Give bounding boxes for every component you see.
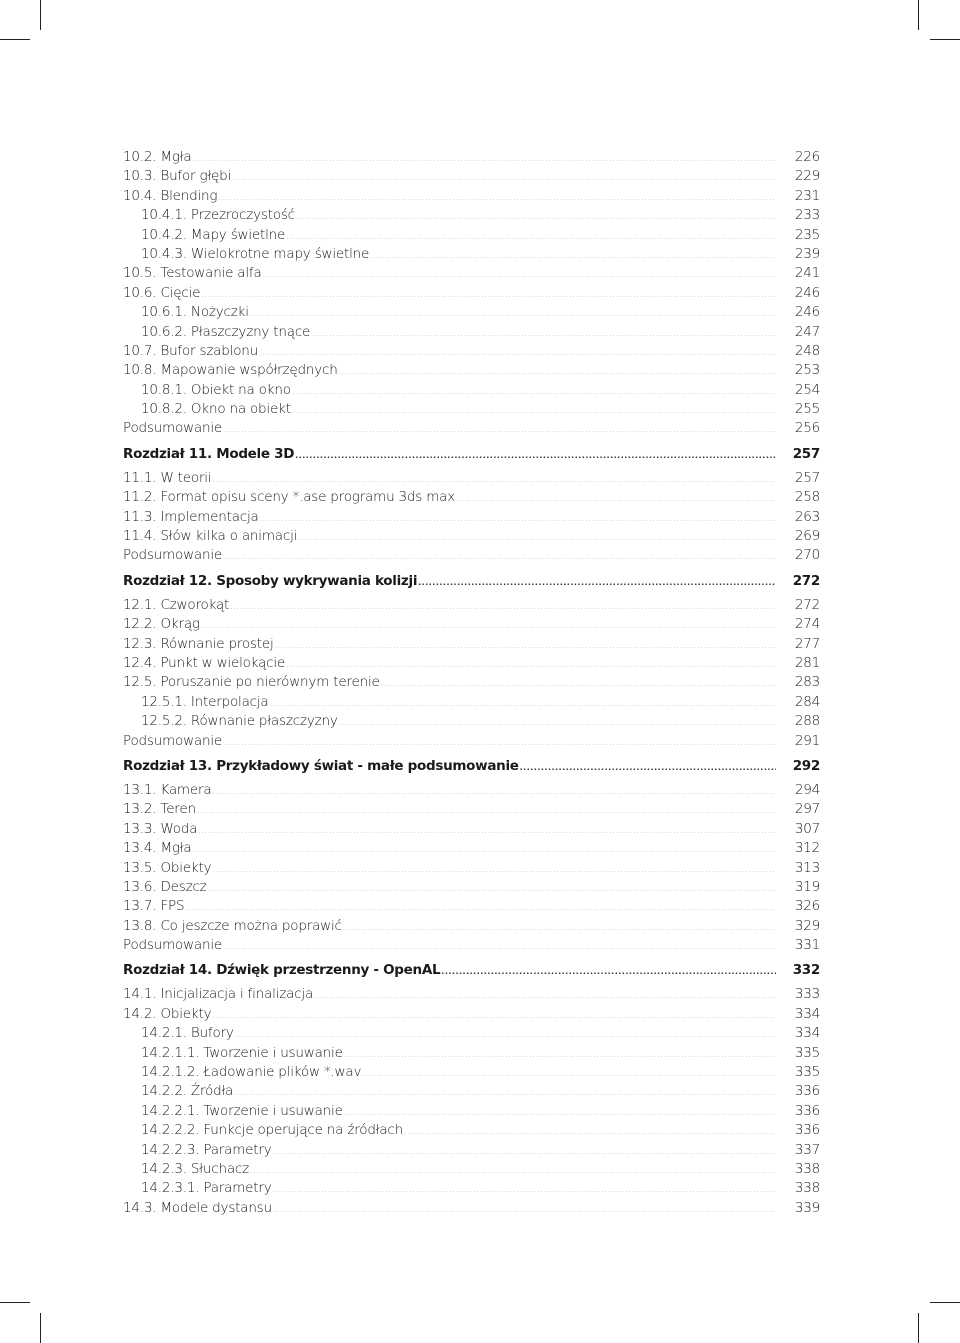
dot-leader — [235, 1025, 776, 1044]
toc-entry-label: 10.4. Blending — [123, 187, 218, 204]
toc-entry[interactable] — [123, 400, 820, 419]
toc-entry-page-number: 258 — [794, 489, 820, 506]
dot-leader — [193, 149, 777, 168]
toc-entry-page-number: 332 — [792, 962, 820, 979]
toc-entry[interactable] — [123, 419, 820, 438]
toc-entry[interactable] — [123, 546, 820, 565]
toc-entry-page-number: 307 — [794, 820, 820, 837]
toc-entry-page-number: 239 — [794, 245, 820, 262]
toc-entry-page-number: 338 — [794, 1180, 820, 1197]
dot-leader — [212, 470, 776, 489]
dot-leader — [286, 655, 776, 674]
toc-entry[interactable] — [123, 469, 820, 488]
dot-leader — [273, 1200, 776, 1219]
toc-entry[interactable] — [123, 1082, 820, 1101]
toc-entry-page-number: 326 — [794, 898, 820, 915]
toc-entry-page-number: 235 — [794, 226, 820, 243]
dot-leader — [381, 674, 776, 693]
toc-entry-label: 10.2. Mgła — [123, 149, 192, 165]
toc-entry-page-number: 257 — [792, 445, 820, 462]
toc-entry[interactable] — [123, 1121, 820, 1140]
toc-entry-label: Podsumowanie — [123, 937, 223, 954]
toc-entry[interactable] — [123, 936, 820, 955]
toc-entry-label: 12.3. Równanie prostej — [123, 635, 274, 652]
toc-entry-page-number: 339 — [794, 1199, 820, 1216]
toc-entry-label: 14.2.2. Źródła — [141, 1083, 234, 1100]
dot-leader — [198, 821, 776, 840]
toc-entry-page-number: 292 — [792, 757, 820, 774]
toc-entry[interactable] — [123, 226, 820, 245]
dot-leader — [218, 188, 776, 207]
dot-leader — [197, 801, 776, 820]
toc-entry-page-number: 254 — [794, 381, 820, 398]
dot-leader — [344, 1103, 776, 1122]
dot-leader — [250, 304, 776, 323]
toc-entry-label: 14.2.3.1. Parametry — [141, 1180, 272, 1197]
dot-leader — [314, 986, 776, 1005]
dot-leader — [362, 1064, 776, 1083]
dot-leader — [292, 382, 776, 401]
dot-leader — [295, 446, 776, 466]
toc-entry-label: 10.8. Mapowanie współrzędnych — [123, 362, 338, 379]
toc-entry-label: 14.2.2.3. Parametry — [141, 1141, 272, 1158]
toc-entry[interactable] — [123, 148, 820, 167]
toc-entry-page-number: 246 — [794, 284, 820, 301]
toc-entry-label: 11.4. Słów kilka o animacji — [123, 528, 298, 545]
toc-entry-label: Rozdział 14. Dźwięk przestrzenny - OpenAL — [123, 962, 441, 979]
toc-entry[interactable] — [123, 381, 820, 400]
toc-entry[interactable] — [123, 712, 820, 731]
toc-entry[interactable] — [123, 781, 820, 800]
toc-entry-page-number: 336 — [794, 1122, 820, 1139]
toc-entry-label: 13.2. Teren — [123, 801, 196, 818]
dot-leader — [298, 528, 776, 547]
toc-entry[interactable] — [123, 1102, 820, 1121]
dot-leader — [370, 246, 776, 265]
toc-entry-label: 12.4. Punkt w wielokącie — [123, 654, 286, 671]
toc-entry-page-number: 288 — [794, 713, 820, 730]
toc-entry-page-number: 246 — [794, 304, 820, 321]
toc-entry-label: 13.8. Co jeszcze można poprawić — [123, 917, 342, 934]
toc-entry-label: 13.1. Kamera — [123, 781, 212, 798]
dot-leader — [273, 1180, 776, 1199]
toc-entry-page-number: 329 — [794, 917, 820, 934]
toc-entry[interactable] — [123, 167, 820, 186]
toc-entry[interactable] — [123, 1160, 820, 1179]
toc-entry-label: 13.5. Obiekty — [123, 859, 212, 876]
toc-entry-label: 14.2.1. Bufory — [141, 1025, 234, 1042]
dot-leader — [275, 636, 776, 655]
dot-leader — [212, 860, 776, 879]
toc-entry-page-number: 257 — [794, 469, 820, 486]
toc-entry-page-number: 256 — [794, 420, 820, 437]
toc-entry-label: 10.6.1. Nożyczki — [141, 304, 249, 321]
toc-entry[interactable] — [123, 284, 820, 303]
toc-entry[interactable] — [123, 654, 820, 673]
dot-leader — [250, 1161, 776, 1180]
toc-entry[interactable] — [123, 323, 820, 342]
toc-entry-label: 13.7. FPS — [123, 898, 185, 915]
dot-leader — [223, 733, 776, 752]
toc-entry[interactable] — [123, 985, 820, 1004]
toc-entry-page-number: 270 — [794, 547, 820, 564]
dot-leader — [212, 1006, 776, 1025]
toc-entry-page-number: 248 — [794, 342, 820, 359]
toc-entry[interactable] — [123, 917, 820, 936]
dot-leader — [234, 1083, 776, 1102]
toc-entry-label: 13.4. Mgła — [123, 840, 192, 857]
toc-entry-label: 14.2.3. Słuchacz — [141, 1160, 250, 1177]
toc-entry-label: 14.2. Obiekty — [123, 1005, 212, 1022]
toc-entry-page-number: 338 — [794, 1160, 820, 1177]
toc-chapter-entry[interactable] — [123, 756, 820, 776]
dot-leader — [260, 509, 776, 528]
toc-entry-page-number: 231 — [794, 187, 820, 204]
toc-entry-label: 13.6. Deszcz — [123, 878, 207, 895]
toc-entry-label: 14.2.1.2. Ładowanie plików *.wav — [141, 1064, 362, 1081]
toc-entry-label: Podsumowanie — [123, 420, 223, 437]
toc-entry-page-number: 277 — [794, 635, 820, 652]
dot-leader — [185, 898, 776, 917]
dot-leader — [339, 713, 776, 732]
toc-entry-label: 14.3. Modele dystansu — [123, 1199, 272, 1216]
dot-leader — [232, 168, 776, 187]
toc-entry[interactable] — [123, 897, 820, 916]
toc-entry-page-number: 263 — [794, 508, 820, 525]
toc-entry-page-number: 294 — [794, 781, 820, 798]
toc-entry-label: 14.1. Inicjalizacja i finalizacja — [123, 986, 314, 1003]
toc-entry-page-number: 312 — [794, 840, 820, 857]
dot-leader — [273, 1142, 776, 1161]
toc-entry[interactable] — [123, 303, 820, 322]
toc-entry-page-number: 269 — [794, 528, 820, 545]
toc-entry-page-number: 247 — [794, 323, 820, 340]
crop-mark-bottom-left-v — [40, 1313, 41, 1343]
toc-entry[interactable] — [123, 820, 820, 839]
dot-leader — [296, 207, 776, 226]
toc-entry-page-number: 336 — [794, 1102, 820, 1119]
dot-leader — [230, 597, 776, 616]
toc-entry-label: 12.2. Okrąg — [123, 616, 200, 633]
toc-entry[interactable] — [123, 1024, 820, 1043]
toc-entry-label: 10.8.1. Obiekt na okno — [141, 381, 291, 398]
toc-entry-page-number: 241 — [794, 265, 820, 282]
toc-entry-page-number: 281 — [794, 654, 820, 671]
dot-leader — [212, 782, 776, 801]
toc-entry[interactable] — [123, 527, 820, 546]
toc-entry-label: 12.1. Czworokąt — [123, 596, 230, 613]
toc-entry-label: 11.2. Format opisu sceny *.ase programu 3ds max — [123, 489, 456, 506]
dot-leader — [456, 489, 776, 508]
toc-entry-label: 10.6. Cięcie — [123, 284, 201, 301]
toc-entry-page-number: 336 — [794, 1083, 820, 1100]
toc-entry[interactable] — [123, 1141, 820, 1160]
crop-mark-bottom-right-v — [918, 1313, 919, 1343]
toc-entry[interactable] — [123, 1063, 820, 1082]
toc-entry-page-number: 284 — [794, 693, 820, 710]
toc-entry[interactable] — [123, 488, 820, 507]
table-of-contents — [123, 148, 820, 1218]
toc-entry-label: Rozdział 12. Sposoby wykrywania kolizji — [123, 572, 418, 589]
toc-entry-label: 10.3. Bufor głębi — [123, 168, 232, 185]
toc-entry-label: 10.5. Testowanie alfa — [123, 265, 262, 282]
toc-entry[interactable] — [123, 187, 820, 206]
toc-entry-label: 10.4.2. Mapy świetlne — [141, 226, 286, 243]
dot-leader — [418, 573, 776, 593]
toc-chapter-entry[interactable] — [123, 960, 820, 980]
dot-leader — [201, 285, 776, 304]
toc-chapter-entry[interactable] — [123, 444, 820, 464]
toc-entry-page-number: 335 — [794, 1044, 820, 1061]
toc-entry-page-number: 331 — [794, 937, 820, 954]
toc-entry-label: 14.2.2.1. Tworzenie i usuwanie — [141, 1102, 343, 1119]
crop-mark-bottom-right-h — [930, 1302, 960, 1303]
toc-entry[interactable] — [123, 206, 820, 225]
toc-entry-page-number: 335 — [794, 1064, 820, 1081]
toc-entry[interactable] — [123, 859, 820, 878]
toc-entry-page-number: 334 — [794, 1025, 820, 1042]
toc-entry-page-number: 226 — [794, 149, 820, 165]
toc-entry-label: 12.5.1. Interpolacja — [141, 693, 269, 710]
toc-entry-page-number: 272 — [794, 596, 820, 613]
toc-entry[interactable] — [123, 1005, 820, 1024]
dot-leader — [201, 616, 776, 635]
dot-leader — [263, 265, 776, 284]
dot-leader — [339, 362, 776, 381]
dot-leader — [441, 962, 776, 982]
toc-entry-label: 11.1. W teorii — [123, 469, 212, 486]
crop-mark-bottom-left-h — [0, 1302, 30, 1303]
toc-entry-page-number: 334 — [794, 1005, 820, 1022]
toc-entry[interactable] — [123, 615, 820, 634]
dot-leader — [223, 547, 776, 566]
toc-entry-page-number: 297 — [794, 801, 820, 818]
dot-leader — [404, 1122, 776, 1141]
toc-entry-page-number: 253 — [794, 362, 820, 379]
dot-leader — [223, 420, 776, 439]
toc-entry-page-number: 233 — [794, 207, 820, 224]
toc-entry[interactable] — [123, 245, 820, 264]
toc-entry-label: Podsumowanie — [123, 732, 223, 749]
crop-mark-top-right-v — [918, 0, 919, 30]
toc-entry-label: 12.5. Poruszanie po nierównym terenie — [123, 674, 380, 691]
toc-entry-label: 14.2.1.1. Tworzenie i usuwanie — [141, 1044, 343, 1061]
toc-entry[interactable] — [123, 732, 820, 751]
toc-entry-label: 14.2.2.2. Funkcje operujące na źródłach — [141, 1122, 403, 1139]
crop-mark-top-right-h — [930, 39, 960, 40]
toc-entry-page-number: 274 — [794, 616, 820, 633]
dot-leader — [193, 840, 777, 859]
toc-entry-label: 13.3. Woda — [123, 820, 198, 837]
toc-chapter-entry[interactable] — [123, 571, 820, 591]
dot-leader — [286, 227, 776, 246]
toc-entry-label: 10.7. Bufor szablonu — [123, 342, 258, 359]
dot-leader — [292, 401, 776, 420]
toc-entry[interactable] — [123, 1179, 820, 1198]
dot-leader — [223, 937, 776, 956]
dot-leader — [259, 343, 776, 362]
toc-entry[interactable] — [123, 878, 820, 897]
toc-entry[interactable] — [123, 342, 820, 361]
toc-entry-label: 12.5.2. Równanie płaszczyzny — [141, 713, 338, 730]
toc-entry-page-number: 333 — [794, 986, 820, 1003]
toc-entry-label: Podsumowanie — [123, 547, 223, 564]
crop-mark-top-left-h — [0, 39, 30, 40]
crop-mark-top-left-v — [40, 0, 41, 30]
toc-entry-page-number: 272 — [792, 572, 820, 589]
toc-entry[interactable] — [123, 1199, 820, 1218]
toc-entry-label: Rozdział 13. Przykładowy świat - małe podsumowanie — [123, 757, 519, 774]
dot-leader — [311, 324, 776, 343]
toc-entry-page-number: 319 — [794, 878, 820, 895]
toc-entry-page-number: 291 — [794, 732, 820, 749]
toc-entry-label: 10.4.1. Przezroczystość — [141, 207, 295, 224]
toc-entry[interactable] — [123, 800, 820, 819]
toc-entry[interactable] — [123, 596, 820, 615]
toc-entry-page-number: 283 — [794, 674, 820, 691]
dot-leader — [270, 694, 776, 713]
toc-entry-label: 10.4.3. Wielokrotne mapy świetlne — [141, 245, 370, 262]
toc-entry[interactable] — [123, 839, 820, 858]
toc-entry[interactable] — [123, 673, 820, 692]
toc-entry-label: 10.8.2. Okno na obiekt — [141, 401, 291, 418]
toc-entry[interactable] — [123, 264, 820, 283]
toc-entry-label: 10.6.2. Płaszczyzny tnące — [141, 323, 311, 340]
toc-entry-label: 11.3. Implementacja — [123, 508, 259, 525]
toc-entry[interactable] — [123, 1044, 820, 1063]
toc-entry-label: Rozdział 11. Modele 3D — [123, 445, 295, 462]
toc-entry-page-number: 229 — [794, 168, 820, 185]
toc-entry[interactable] — [123, 508, 820, 527]
toc-entry[interactable] — [123, 693, 820, 712]
toc-entry-page-number: 337 — [794, 1141, 820, 1158]
toc-entry[interactable] — [123, 361, 820, 380]
toc-entry-page-number: 313 — [794, 859, 820, 876]
dot-leader — [520, 758, 776, 778]
dot-leader — [208, 879, 776, 898]
dot-leader — [343, 918, 776, 937]
toc-entry-page-number: 255 — [794, 401, 820, 418]
toc-entry[interactable] — [123, 635, 820, 654]
dot-leader — [344, 1045, 776, 1064]
